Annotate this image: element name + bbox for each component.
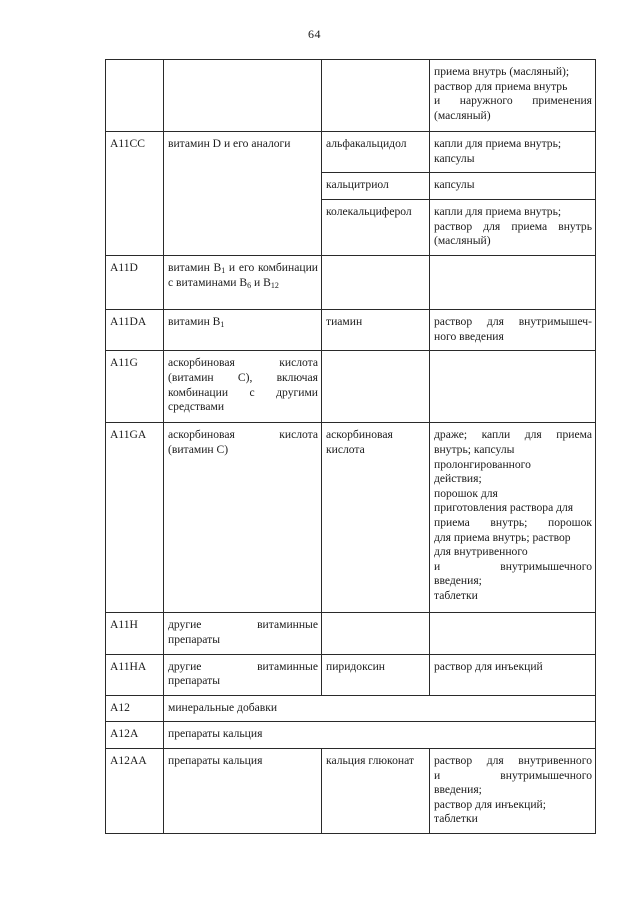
dosage-form-line: капсулы [434, 178, 475, 192]
dosage-form-line: внутрь; капсулы [434, 442, 515, 456]
dosage-form-line: и внутримышечного [434, 559, 592, 573]
group-name-cell: препараты кальция [164, 722, 596, 749]
dosage-form-line: таблетки [434, 812, 478, 826]
dosage-form-line: раствор для инъекций; [434, 797, 546, 811]
dosage-form-cell [430, 748, 596, 833]
table-row [106, 654, 596, 695]
group-name-cell: другие витаминные препараты [164, 654, 322, 695]
inn-cell: колекальциферол [322, 200, 430, 256]
dosage-form-line: раствор для приема внутрь [434, 79, 568, 93]
dosage-form-line: для внутривенного [434, 545, 528, 559]
inn-cell: кальция глюконат [322, 748, 430, 833]
atc-code-cell: A11H [106, 613, 164, 654]
inn-cell [322, 256, 430, 310]
group-text: витамин B [168, 261, 222, 275]
table-row [106, 748, 596, 833]
inn-cell: аскорбиновая кислота [322, 423, 430, 613]
subscript: 1 [220, 320, 225, 330]
dosage-form-line: капсулы [434, 151, 475, 165]
dosage-form-line: раствор для приема внутрь [434, 219, 592, 233]
group-name-cell: аскорбиновая кислота (витамин C), включая комбинации с другими средствами [164, 351, 322, 423]
atc-code-cell: A11G [106, 351, 164, 423]
table-row [106, 60, 596, 132]
subscript: 12 [270, 280, 279, 290]
group-text: и B [251, 275, 271, 289]
dosage-form-cell [430, 423, 596, 613]
dosage-form-line: и внутримышечного [434, 768, 592, 782]
dosage-form-line: таблетки [434, 588, 478, 602]
inn-cell [322, 60, 430, 132]
dosage-form-line: капли для приема внутрь; [434, 137, 562, 150]
dosage-form-line: введения; [434, 574, 482, 588]
dosage-form-line: приема внутрь (масляный); [434, 65, 570, 78]
dosage-form-line: капли для приема внутрь; [434, 205, 562, 219]
dosage-form-line: ного введения [434, 329, 504, 343]
dosage-form-line: для приема внутрь; раствор [434, 530, 571, 544]
dosage-form-cell [430, 351, 596, 423]
dosage-form-line: введения; [434, 783, 482, 797]
table-row [106, 132, 596, 173]
atc-code-cell: A12A [106, 722, 164, 749]
atc-code-cell [106, 60, 164, 132]
group-name-cell: препараты кальция [164, 748, 322, 833]
dosage-form-line: и наружного применения [434, 94, 592, 108]
dosage-form-cell [430, 256, 596, 310]
dosage-form-line: приготовления раствора для [434, 501, 574, 515]
group-name-cell [164, 310, 322, 351]
table-row [106, 613, 596, 654]
table-row [106, 695, 596, 722]
table-row [106, 351, 596, 423]
inn-cell: альфакальцидол [322, 132, 430, 173]
atc-code-cell: A11DA [106, 310, 164, 351]
group-name-cell: аскорбиновая кислота (витамин C) [164, 423, 322, 613]
atc-code-cell: A11HA [106, 654, 164, 695]
group-name-cell: витамин D и его аналоги [164, 132, 322, 256]
dosage-form-line: раствор для инъекций [434, 659, 543, 673]
dosage-form-line: драже; капли для приема [434, 428, 592, 442]
page-number: 64 [308, 27, 321, 41]
atc-code-cell: A11GA [106, 423, 164, 613]
subscript: 1 [221, 266, 226, 276]
dosage-form-line: (масляный) [434, 234, 491, 248]
table-row [106, 423, 596, 613]
atc-code-cell: A11CC [106, 132, 164, 256]
dosage-form-line: раствор для внутривенного [434, 753, 592, 767]
atc-code-cell: A11D [106, 256, 164, 310]
atc-code-cell: A12 [106, 695, 164, 722]
dosage-form-cell [430, 654, 596, 695]
group-name-cell: другие витаминные препараты [164, 613, 322, 654]
dosage-form-line: пролонгированного [434, 457, 531, 471]
table-row [106, 722, 596, 749]
dosage-form-cell [430, 200, 596, 256]
dosage-form-line: (масляный) [434, 108, 491, 122]
dosage-form-line: приема внутрь; порошок [434, 515, 592, 529]
table-row [106, 310, 596, 351]
group-text: витамин B [168, 315, 221, 329]
dosage-form-line: действия; [434, 472, 482, 486]
dosage-form-line: раствор для внутримышеч- [434, 315, 592, 329]
group-name-cell [164, 256, 322, 310]
dosage-form-cell [430, 173, 596, 200]
dosage-form-cell [430, 310, 596, 351]
group-text: и его комбинации с витаминами B [168, 261, 318, 289]
table-row [106, 256, 596, 310]
drug-classification-table [105, 59, 596, 834]
group-name-cell [164, 60, 322, 132]
inn-cell: кальцитриол [322, 173, 430, 200]
dosage-form-cell [430, 613, 596, 654]
inn-cell: тиамин [322, 310, 430, 351]
dosage-form-cell [430, 60, 596, 132]
subscript: 6 [247, 280, 252, 290]
inn-cell: пиридоксин [322, 654, 430, 695]
inn-cell [322, 351, 430, 423]
inn-cell [322, 613, 430, 654]
atc-code-cell: A12AA [106, 748, 164, 833]
dosage-form-cell [430, 132, 596, 173]
dosage-form-line: порошок для [434, 486, 498, 500]
group-name-cell: минеральные добавки [164, 695, 596, 722]
